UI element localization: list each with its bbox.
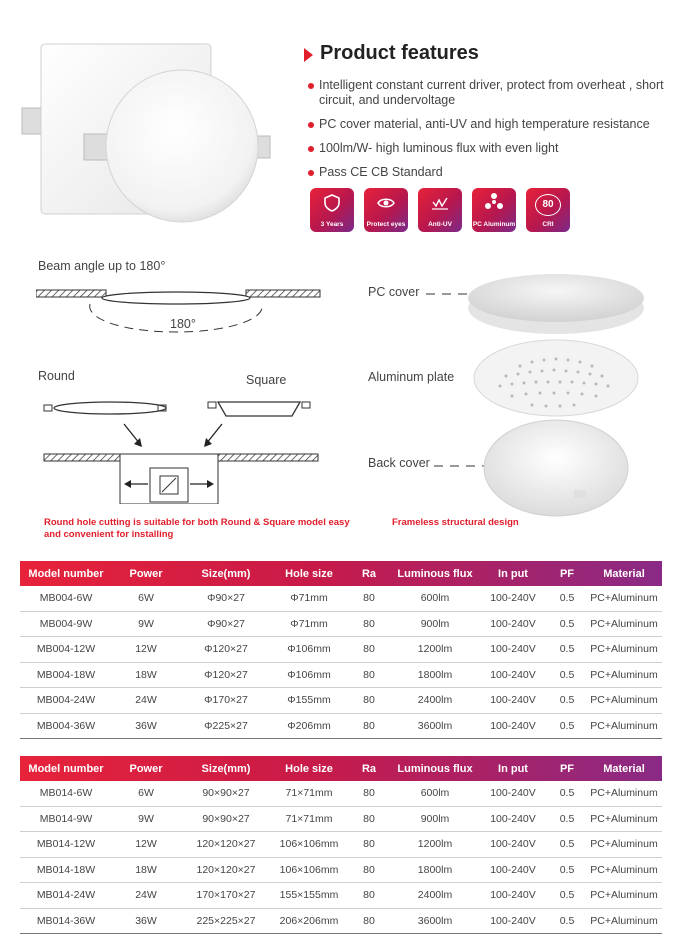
table-cell: 0.5 (548, 832, 586, 858)
header-cell: Luminous flux (397, 567, 473, 580)
table-cell: PC+Aluminum (586, 883, 662, 909)
table-cell: Φ90×27 (180, 611, 272, 637)
table-cell: PC+Aluminum (586, 857, 662, 883)
table-cell: 12W (112, 637, 180, 663)
aluminum-plate-label: Aluminum plate (368, 370, 455, 384)
header-cell: Ra (361, 762, 377, 775)
table-cell: 80 (346, 883, 392, 909)
table-cell: MB004-24W (20, 688, 112, 714)
table-cell: Φ106mm (272, 662, 346, 688)
table-row (20, 883, 662, 909)
spec-table-square (20, 756, 662, 934)
table-cell: 120×120×27 (180, 857, 272, 883)
product-photo (14, 42, 284, 232)
table-cell: 600lm (392, 586, 478, 611)
table-cell: 100-240V (478, 806, 548, 832)
protect-eyes-badge: Protect eyes (364, 188, 408, 232)
feature-item: PC cover material, anti-UV and high temperature resistance (308, 117, 668, 132)
table-cell: 100-240V (478, 662, 548, 688)
table-cell: 90×90×27 (180, 806, 272, 832)
table-row (20, 832, 662, 858)
feature-item: Intelligent constant current driver, protect from overheat , short circuit, and undervoltage (308, 78, 668, 108)
table-row (20, 688, 662, 714)
table-cell: MB014-12W (20, 832, 112, 858)
table-cell: PC+Aluminum (586, 806, 662, 832)
table-cell: 0.5 (548, 586, 586, 611)
table-cell: 71×71mm (272, 806, 346, 832)
warranty-badge: 3 Years (310, 188, 354, 232)
square-label: Square (246, 373, 287, 387)
table-cell: 80 (346, 781, 392, 806)
cri-badge: 80 CRI (526, 188, 570, 232)
table-cell: 18W (112, 857, 180, 883)
round-label: Round (38, 369, 75, 383)
table-cell: 155×155mm (272, 883, 346, 909)
table-row (20, 781, 662, 806)
back-cover-label: Back cover (368, 456, 430, 470)
table-header-row (20, 561, 662, 586)
table-cell: Φ225×27 (180, 713, 272, 739)
table-cell: MB004-12W (20, 637, 112, 663)
table-cell: MB004-36W (20, 713, 112, 739)
table-cell: Φ120×27 (180, 637, 272, 663)
header-cell: Power (129, 762, 163, 775)
header-cell: Material (603, 762, 645, 775)
table-row (20, 713, 662, 739)
header-cell: Material (603, 567, 645, 580)
eye-icon (376, 193, 396, 213)
cri-value: 80 (535, 194, 561, 216)
table-cell: MB004-6W (20, 586, 112, 611)
table-cell: 9W (112, 806, 180, 832)
table-header-row (20, 756, 662, 781)
table-cell: 80 (346, 857, 392, 883)
beam-angle-label: Beam angle up to 180° (38, 259, 166, 273)
table-cell: 2400lm (392, 883, 478, 909)
table-cell: 80 (346, 611, 392, 637)
table-cell: 1200lm (392, 637, 478, 663)
table-cell: 100-240V (478, 637, 548, 663)
table-cell: 1200lm (392, 832, 478, 858)
table-cell: 36W (112, 713, 180, 739)
table-cell: Φ120×27 (180, 662, 272, 688)
header-cell: Model number (28, 567, 104, 580)
table-cell: 0.5 (548, 713, 586, 739)
table-cell: PC+Aluminum (586, 611, 662, 637)
table-cell: 100-240V (478, 883, 548, 909)
features-list (308, 78, 668, 189)
table-cell: PC+Aluminum (586, 586, 662, 611)
hole-cutting-caption: Round hole cutting is suitable for both Round & Square model easy and convenient for installing (44, 517, 350, 540)
table-cell: 90×90×27 (180, 781, 272, 806)
table-cell: 0.5 (548, 857, 586, 883)
table-cell: 106×106mm (272, 857, 346, 883)
table-cell: 100-240V (478, 781, 548, 806)
table-cell: 206×206mm (272, 908, 346, 934)
table-cell: 6W (112, 586, 180, 611)
header-cell: Model number (28, 762, 104, 775)
table-cell: 0.5 (548, 611, 586, 637)
table-cell: 0.5 (548, 688, 586, 714)
spec-table-round (20, 561, 662, 739)
table-cell: Φ106mm (272, 637, 346, 663)
table-cell: Φ71mm (272, 611, 346, 637)
table-cell: MB014-36W (20, 908, 112, 934)
table-cell: PC+Aluminum (586, 908, 662, 934)
features-title: Product features (306, 42, 479, 65)
header-cell: Size(mm) (201, 567, 251, 580)
header-cell: Hole size (285, 567, 333, 580)
table-cell: PC+Aluminum (586, 713, 662, 739)
table-cell: MB014-24W (20, 883, 112, 909)
table-cell: MB004-9W (20, 611, 112, 637)
table-cell: 100-240V (478, 688, 548, 714)
check-icon (430, 193, 450, 213)
table-cell: 80 (346, 806, 392, 832)
table-cell: Φ90×27 (180, 586, 272, 611)
table-cell: 100-240V (478, 586, 548, 611)
table-cell: 36W (112, 908, 180, 934)
table-cell: 24W (112, 688, 180, 714)
table-row (20, 857, 662, 883)
table-cell: 0.5 (548, 908, 586, 934)
table-cell: 80 (346, 908, 392, 934)
table-cell: 80 (346, 586, 392, 611)
table-cell: PC+Aluminum (586, 662, 662, 688)
table-cell: 900lm (392, 611, 478, 637)
table-cell: 225×225×27 (180, 908, 272, 934)
table-cell: 170×170×27 (180, 883, 272, 909)
table-cell: 120×120×27 (180, 832, 272, 858)
table-cell: 80 (346, 688, 392, 714)
frameless-caption: Frameless structural design (392, 517, 519, 528)
table-cell: 1800lm (392, 857, 478, 883)
table-cell: Φ206mm (272, 713, 346, 739)
anti-uv-badge: Anti-UV (418, 188, 462, 232)
header-cell: Hole size (285, 762, 333, 775)
fan-icon (484, 193, 504, 211)
table-cell: Φ155mm (272, 688, 346, 714)
table-cell: 80 (346, 713, 392, 739)
table-cell: 106×106mm (272, 832, 346, 858)
table-cell: 0.5 (548, 781, 586, 806)
table-cell: 0.5 (548, 806, 586, 832)
table-row (20, 908, 662, 934)
table-cell: 100-240V (478, 832, 548, 858)
header-cell: Power (129, 567, 163, 580)
table-cell: 0.5 (548, 662, 586, 688)
table-cell: PC+Aluminum (586, 688, 662, 714)
pc-aluminum-badge: PC Aluminum (472, 188, 516, 232)
table-row (20, 586, 662, 611)
table-cell: 100-240V (478, 857, 548, 883)
table-cell: 100-240V (478, 611, 548, 637)
table-row (20, 806, 662, 832)
table-cell: Φ71mm (272, 586, 346, 611)
table-cell: 3600lm (392, 908, 478, 934)
table-row (20, 611, 662, 637)
beam-angle-value: 180° (166, 317, 200, 331)
feature-item: 100lm/W- high luminous flux with even light (308, 141, 668, 156)
table-cell: 2400lm (392, 688, 478, 714)
table-cell: 1800lm (392, 662, 478, 688)
table-cell: 12W (112, 832, 180, 858)
shield-icon (322, 193, 342, 213)
feature-badges (310, 188, 570, 234)
table-row (20, 662, 662, 688)
table-cell: 24W (112, 883, 180, 909)
header-cell: PF (559, 762, 575, 775)
table-cell: PC+Aluminum (586, 637, 662, 663)
table-cell: 100-240V (478, 713, 548, 739)
table-cell: 80 (346, 662, 392, 688)
table-cell: 80 (346, 832, 392, 858)
table-cell: 600lm (392, 781, 478, 806)
arrow-icon (304, 48, 313, 62)
pc-cover-label: PC cover (368, 285, 420, 299)
table-cell: MB014-9W (20, 806, 112, 832)
table-cell: PC+Aluminum (586, 781, 662, 806)
header-cell: In put (498, 762, 528, 775)
header-cell: Ra (361, 567, 377, 580)
table-cell: 0.5 (548, 883, 586, 909)
table-cell: 0.5 (548, 637, 586, 663)
table-cell: 18W (112, 662, 180, 688)
table-cell: 100-240V (478, 908, 548, 934)
feature-item: Pass CE CB Standard (308, 165, 668, 180)
header-cell: In put (498, 567, 528, 580)
table-cell: 900lm (392, 806, 478, 832)
table-cell: 6W (112, 781, 180, 806)
table-cell: 3600lm (392, 713, 478, 739)
table-cell: PC+Aluminum (586, 832, 662, 858)
table-cell: 80 (346, 637, 392, 663)
exploded-view (360, 270, 660, 520)
table-cell: MB004-18W (20, 662, 112, 688)
header-cell: PF (559, 567, 575, 580)
table-cell: MB014-6W (20, 781, 112, 806)
table-row (20, 637, 662, 663)
header-cell: Luminous flux (397, 762, 473, 775)
table-cell: 71×71mm (272, 781, 346, 806)
header-cell: Size(mm) (201, 762, 251, 775)
table-cell: 9W (112, 611, 180, 637)
table-cell: MB014-18W (20, 857, 112, 883)
table-cell: Φ170×27 (180, 688, 272, 714)
